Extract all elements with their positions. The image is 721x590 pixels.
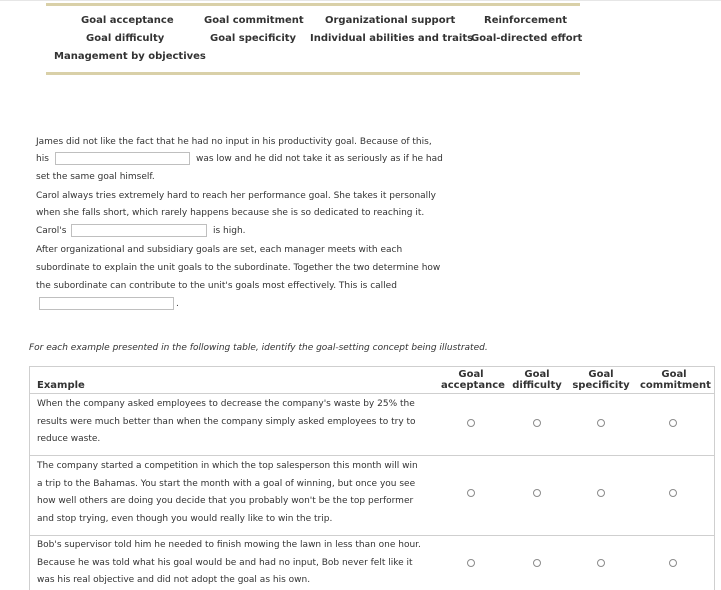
question-3-answer-input[interactable] [39,297,174,310]
example-text: and stop trying, even though you would really like to win the trip. [37,513,333,524]
question-1-suffix: was low and he did not take it as seriously as if he had [196,154,443,164]
column-header-goal-acceptance: Goal acceptance [441,369,505,391]
question-2-text: when she falls short, which rarely happens because she is so dedicated to reaching it. [36,208,425,218]
row-3-goal-acceptance-radio[interactable] [467,559,475,567]
row-2-goal-acceptance-radio[interactable] [467,489,475,497]
example-text: When the company asked employees to decrease the company's waste by 25% the [37,399,415,409]
row-1-goal-specificity-radio[interactable] [597,419,605,427]
example-text: a trip to the Bahamas. You start the month with a goal of winning, but once you see [37,478,416,489]
example-text: was his real objective and did not adopt the goal as his own. [37,575,311,585]
row-divider [30,393,714,394]
question-3-text: After organizational and subsidiary goals are set, each manager meets with each [36,245,403,255]
example-column-header: Example [37,380,85,391]
column-header-goal-difficulty: Goal difficulty [512,369,562,391]
example-text: results were much better than when the company simply asked employees to try to [37,416,416,427]
top-divider [0,0,721,1]
question-2-suffix: is high. [213,226,246,236]
row-2-goal-difficulty-radio[interactable] [533,489,541,497]
row-divider [30,535,714,536]
word-bank-term: Goal difficulty [86,33,165,44]
word-bank-term: Individual abilities and traits [310,33,474,44]
row-2-goal-commitment-radio[interactable] [669,489,677,497]
word-bank-term: Goal commitment [204,15,304,26]
row-2-goal-specificity-radio[interactable] [597,489,605,497]
word-bank-term: Management by objectives [54,51,206,62]
word-bank-term: Organizational support [325,15,456,26]
row-1-goal-difficulty-radio[interactable] [533,419,541,427]
column-header-goal-commitment: Goal commitment [640,369,711,391]
example-text: Bob's supervisor told him he needed to finish mowing the lawn in less than one hour. [37,540,421,550]
word-bank-term: Reinforcement [484,15,567,26]
question-1-text: James did not like the fact that he had no input in his productivity goal. Because of this, [36,137,432,147]
row-3-goal-commitment-radio[interactable] [669,559,677,567]
word-bank [46,3,583,75]
row-3-goal-specificity-radio[interactable] [597,559,605,567]
row-1-goal-acceptance-radio[interactable] [467,419,475,427]
word-bank-term: Goal acceptance [81,15,174,26]
question-1-text: set the same goal himself. [36,172,155,182]
column-header-goal-specificity: Goal specificity [572,369,630,391]
question-3-text: the subordinate can contribute to the unit's goals most effectively. This is called [36,281,397,291]
table-instruction: For each example presented in the following table, identify the goal-setting concept being illustrated. [29,343,488,353]
word-bank-term: Goal specificity [210,33,297,44]
row-divider [30,455,714,456]
question-2-answer-input[interactable] [71,224,207,237]
example-text: Because he was told what his goal would be and had no input, Bob never felt like it [37,557,413,568]
row-3-goal-difficulty-radio[interactable] [533,559,541,567]
question-3-text: subordinate to explain the unit goals to the subordinate. Together the two determine how [36,263,441,273]
question-1-prefix: his [36,154,49,164]
question-2-prefix: Carol's [36,226,67,236]
question-1-answer-input[interactable] [55,152,190,165]
question-2-text: Carol always tries extremely hard to reach her performance goal. She takes it personally [36,191,436,201]
word-bank-term: Goal-directed effort [471,33,583,44]
row-1-goal-commitment-radio[interactable] [669,419,677,427]
example-text: reduce waste. [37,434,101,444]
goal-concept-table [29,366,715,590]
example-text: The company started a competition in which the top salesperson this month will win [37,461,418,471]
example-text: how well others are doing you decide that you probably won't be the top performer [37,496,414,506]
question-3-suffix: . [176,299,179,309]
